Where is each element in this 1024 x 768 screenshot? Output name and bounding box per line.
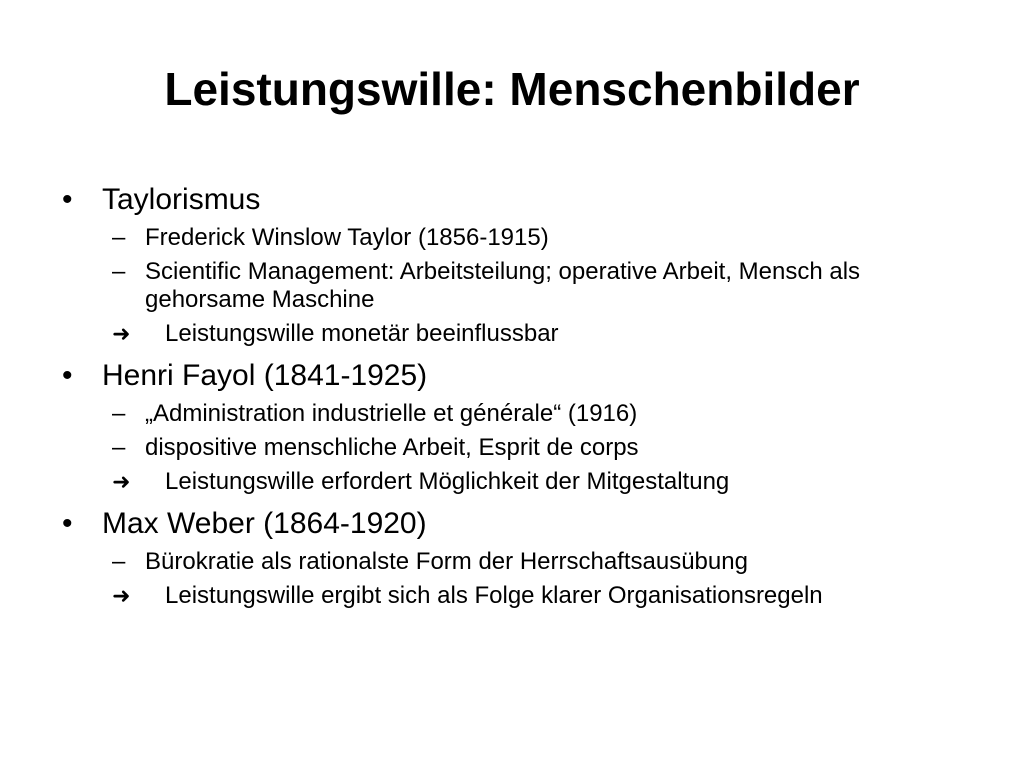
section-fayol	[62, 358, 962, 496]
section-weber	[62, 506, 962, 610]
arrow-item-text: Leistungswille erfordert Möglichkeit der Mitgestaltung	[165, 468, 730, 495]
sub-item-taylor	[112, 224, 962, 252]
bullet-fayol	[62, 358, 962, 394]
arrow-item-text: Leistungswille monetär beeinflussbar	[165, 320, 559, 347]
arrow-item-taylorismus	[112, 320, 962, 348]
dash-icon: –	[112, 400, 126, 427]
sub-item-administration	[112, 400, 962, 428]
sub-item-buerokratie	[112, 548, 962, 576]
sub-item-text: Frederick Winslow Taylor (1856-1915)	[145, 224, 549, 251]
dash-icon: –	[112, 548, 126, 575]
sub-item-dispositive	[112, 434, 962, 462]
bullet-label: Henri Fayol (1841-1925)	[102, 359, 428, 392]
bullet-dot-icon: •	[62, 359, 73, 392]
bullet-label: Taylorismus	[102, 183, 261, 216]
arrow-item-text: Leistungswille ergibt sich als Folge klarer Organisationsregeln	[165, 582, 823, 609]
section-taylorismus	[62, 182, 962, 348]
slide-title: Leistungswille: Menschenbilder	[164, 63, 860, 115]
bullet-dot-icon: •	[62, 183, 73, 216]
right-arrow-icon: ➜	[112, 321, 131, 346]
bullet-weber	[62, 506, 962, 542]
right-arrow-icon: ➜	[112, 469, 131, 494]
sub-item-text: dispositive menschliche Arbeit, Esprit de corps	[145, 434, 639, 461]
sub-item-text: Bürokratie als rationalste Form der Herrschaftsausübung	[145, 548, 748, 575]
sub-item-text: „Administration industrielle et générale“ (1916)	[145, 400, 638, 427]
bullet-label: Max Weber (1864-1920)	[102, 507, 427, 540]
arrow-item-fayol	[112, 468, 962, 496]
bullet-dot-icon: •	[62, 507, 73, 540]
arrow-item-weber	[112, 582, 962, 610]
slide-content	[62, 182, 962, 610]
right-arrow-icon: ➜	[112, 583, 131, 608]
dash-icon: –	[112, 434, 126, 461]
sub-item-text: Scientific Management: Arbeitsteilung; operative Arbeit, Mensch als gehorsame Maschine	[145, 258, 861, 313]
bullet-taylorismus	[62, 182, 962, 218]
dash-icon: –	[112, 258, 126, 285]
sub-item-scientific-management	[112, 258, 962, 314]
dash-icon: –	[112, 224, 126, 251]
